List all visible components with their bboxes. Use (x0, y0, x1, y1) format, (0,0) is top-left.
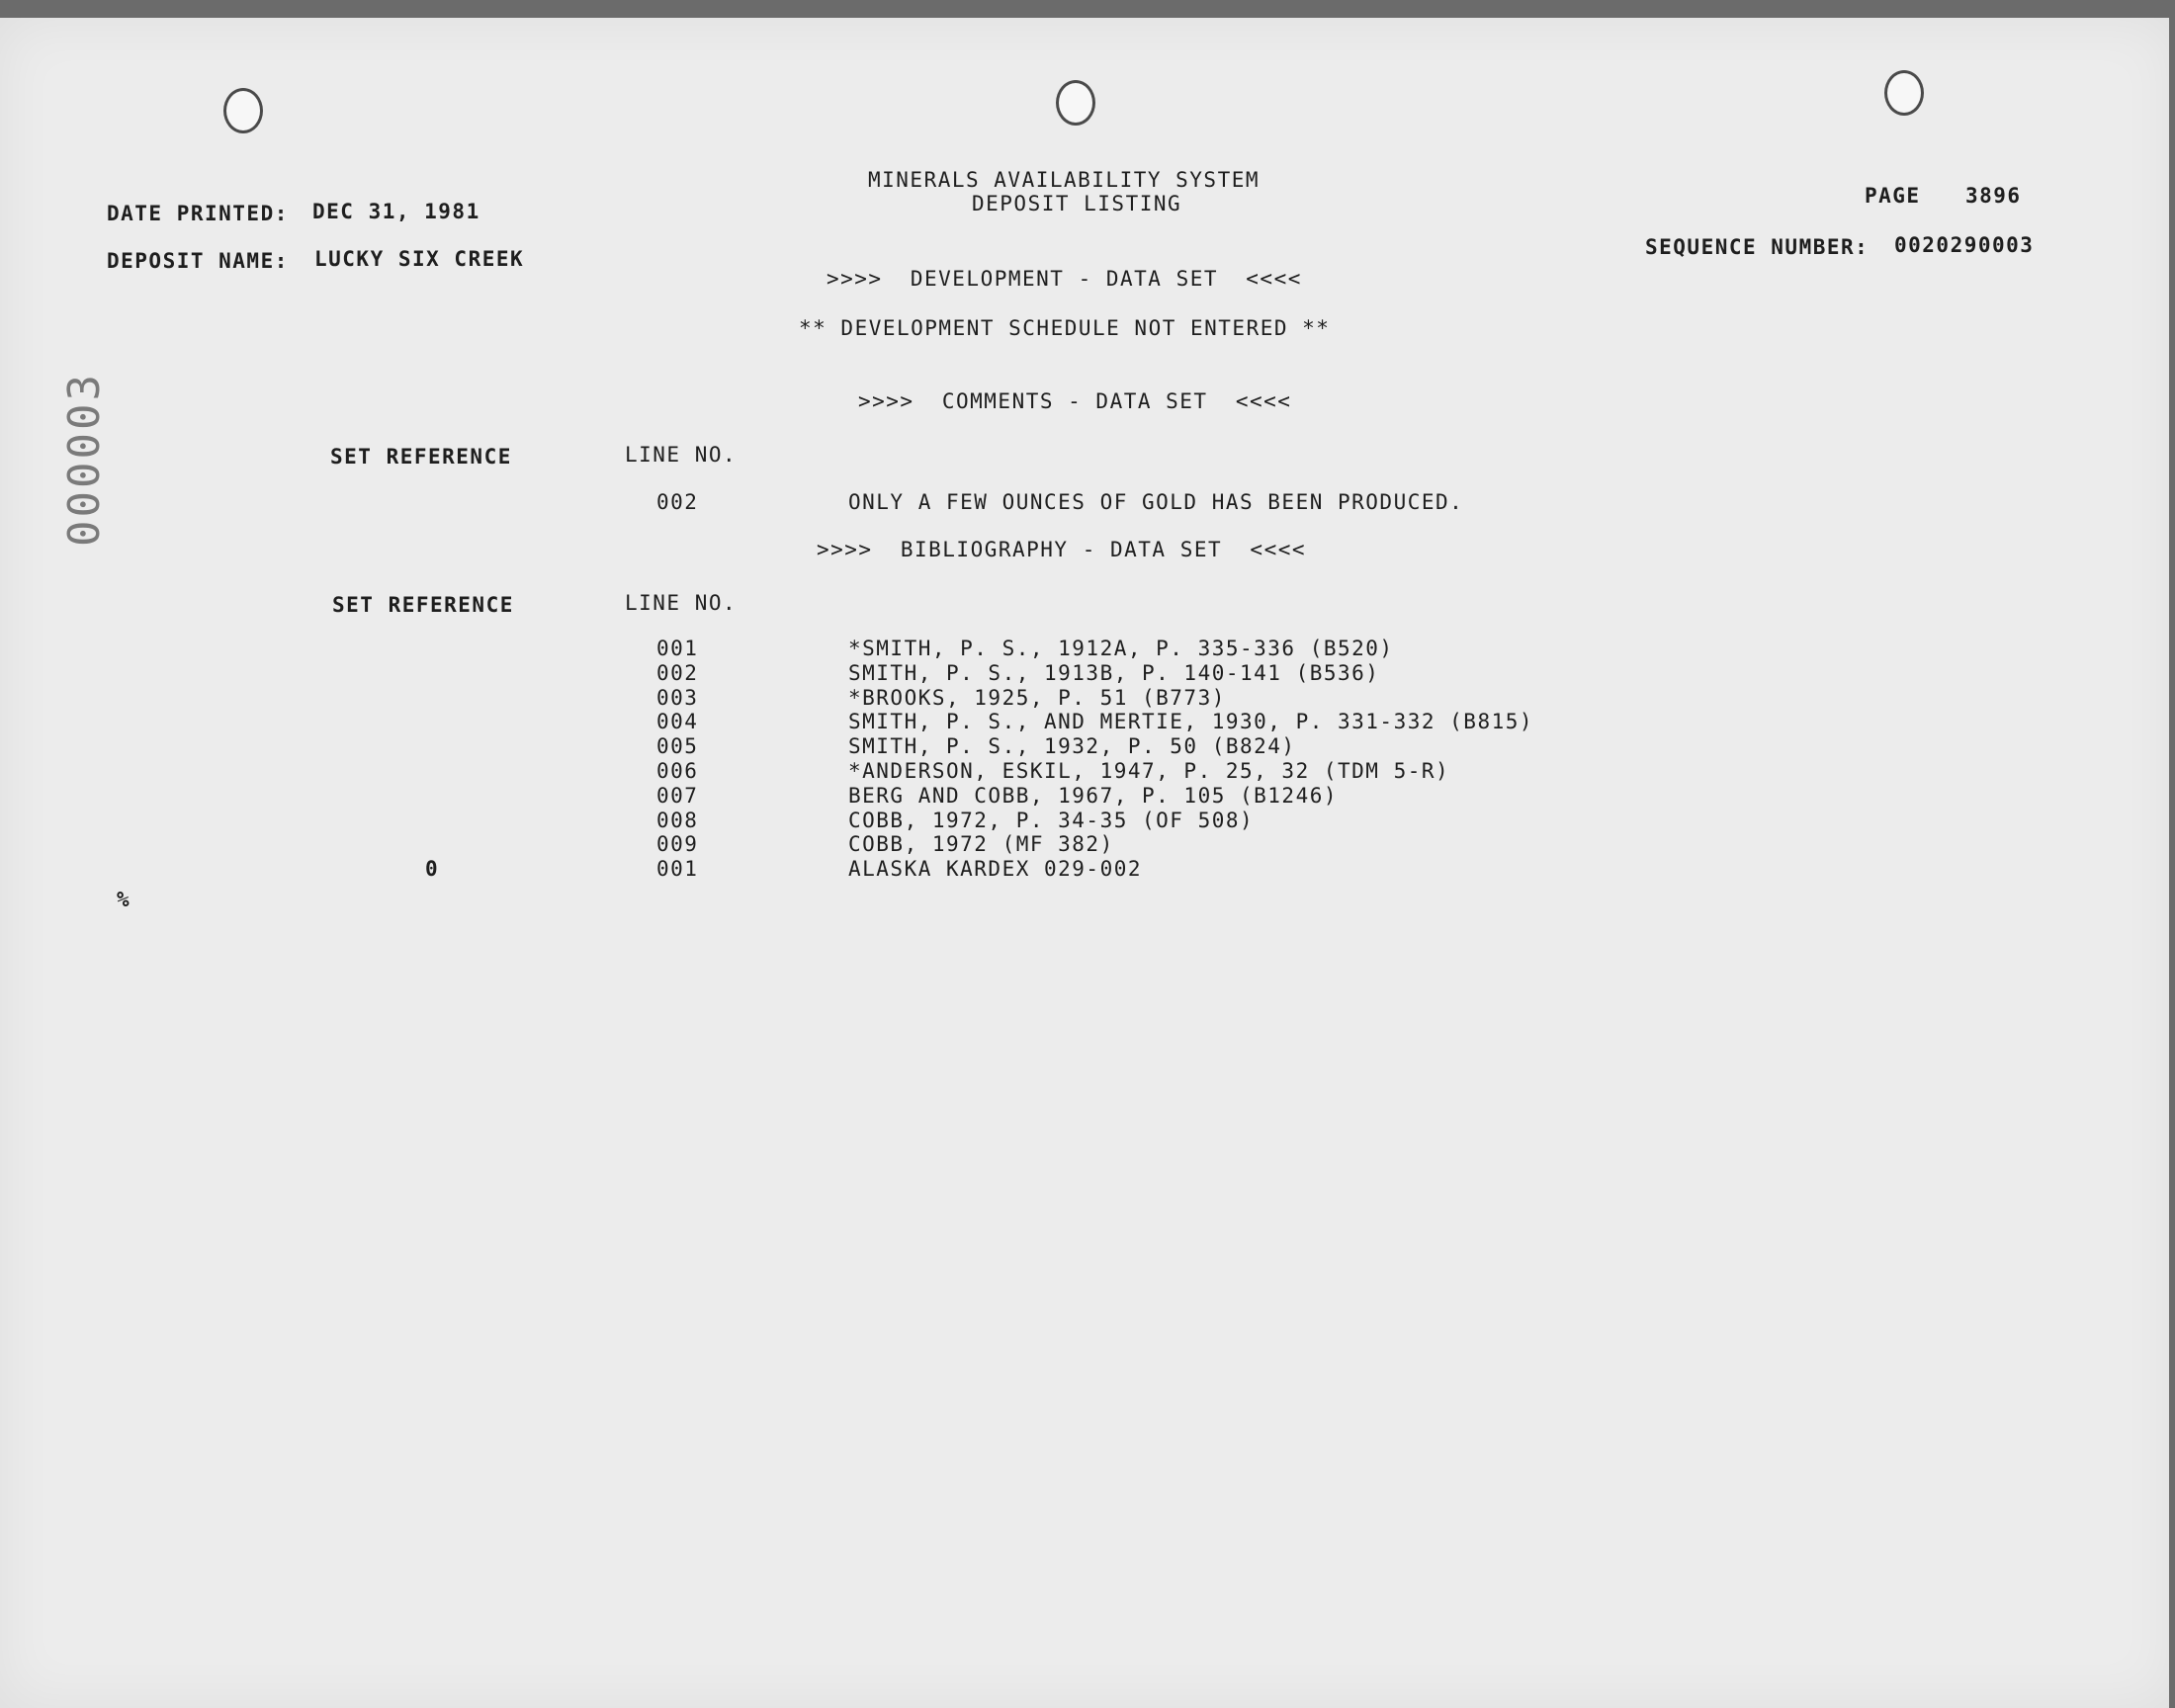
bibliography-col-line-no: LINE NO. (625, 591, 738, 615)
page-number: 3896 (1965, 184, 2022, 208)
printout-page (0, 18, 2175, 1708)
development-heading: >>>> DEVELOPMENT - DATA SET <<<< (826, 267, 1302, 291)
bibliography-row-entry-text: *ANDERSON, ESKIL, 1947, P. 25, 32 (TDM 5-R) (848, 759, 1450, 783)
comment-row-line-no: 002 (656, 490, 699, 514)
bibliography-row-line-no: 002 (656, 660, 699, 685)
bibliography-row-entry-text: COBB, 1972 (MF 382) (848, 832, 1114, 857)
bibliography-row-line-no: 008 (656, 808, 699, 832)
bibliography-row-entry-text: SMITH, P. S., 1913B, P. 140-141 (B536) (848, 660, 1380, 685)
comments-heading: >>>> COMMENTS - DATA SET <<<< (858, 389, 1292, 413)
bibliography-row-entry-text: COBB, 1972, P. 34-35 (OF 508) (848, 808, 1255, 832)
sequence-number: 0020290003 (1894, 233, 2035, 257)
system-title: MINERALS AVAILABILITY SYSTEM (868, 168, 1261, 192)
page-label: PAGE (1865, 184, 1921, 208)
bibliography-row-line-no: 006 (656, 759, 699, 783)
binder-hole-center (1056, 80, 1095, 126)
development-note: ** DEVELOPMENT SCHEDULE NOT ENTERED ** (799, 316, 1331, 340)
binder-hole-left (223, 88, 263, 133)
listing-title: DEPOSIT LISTING (972, 192, 1182, 215)
bibliography-row-entry-text: *BROOKS, 1925, P. 51 (B773) (848, 685, 1226, 710)
bibliography-row-entry-text: BERG AND COBB, 1967, P. 105 (B1246) (848, 783, 1339, 808)
bibliography-row-line-no: 001 (656, 857, 699, 882)
bibliography-row-line-no: 004 (656, 710, 699, 734)
bibliography-row-entry-text: ALASKA KARDEX 029-002 (848, 857, 1143, 882)
date-printed-value: DEC 31, 1981 (312, 200, 480, 223)
comment-row-entry-text: ONLY A FEW OUNCES OF GOLD HAS BEEN PRODUCED. (848, 490, 1464, 514)
bibliography-row-line-no: 003 (656, 685, 699, 710)
margin-stamp: 000003 (59, 372, 110, 547)
sequence-label: SEQUENCE NUMBER: (1645, 235, 1870, 259)
comments-col-line-no: LINE NO. (625, 443, 738, 467)
comments-col-set-reference: SET REFERENCE (330, 445, 512, 469)
bibliography-row-line-no: 001 (656, 637, 699, 660)
date-printed-label: DATE PRINTED: (107, 202, 289, 225)
page-edge (2169, 0, 2175, 1708)
bibliography-row-entry-text: SMITH, P. S., 1932, P. 50 (B824) (848, 734, 1296, 759)
bibliography-row-line-no: 009 (656, 832, 699, 857)
deposit-name-value: LUCKY SIX CREEK (314, 247, 525, 271)
bibliography-row-set-reference: 0 (425, 857, 440, 882)
bibliography-heading: >>>> BIBLIOGRAPHY - DATA SET <<<< (817, 538, 1307, 561)
bibliography-row-line-no: 005 (656, 734, 699, 759)
binder-hole-right (1884, 70, 1924, 116)
bibliography-row-entry-text: SMITH, P. S., AND MERTIE, 1930, P. 331-332 (B815) (848, 710, 1534, 734)
bibliography-col-set-reference: SET REFERENCE (332, 593, 514, 617)
bibliography-row-entry-text: *SMITH, P. S., 1912A, P. 335-336 (B520) (848, 637, 1394, 660)
deposit-name-label: DEPOSIT NAME: (107, 249, 289, 273)
bibliography-row-line-no: 007 (656, 783, 699, 808)
footer-mark: % (117, 888, 131, 911)
